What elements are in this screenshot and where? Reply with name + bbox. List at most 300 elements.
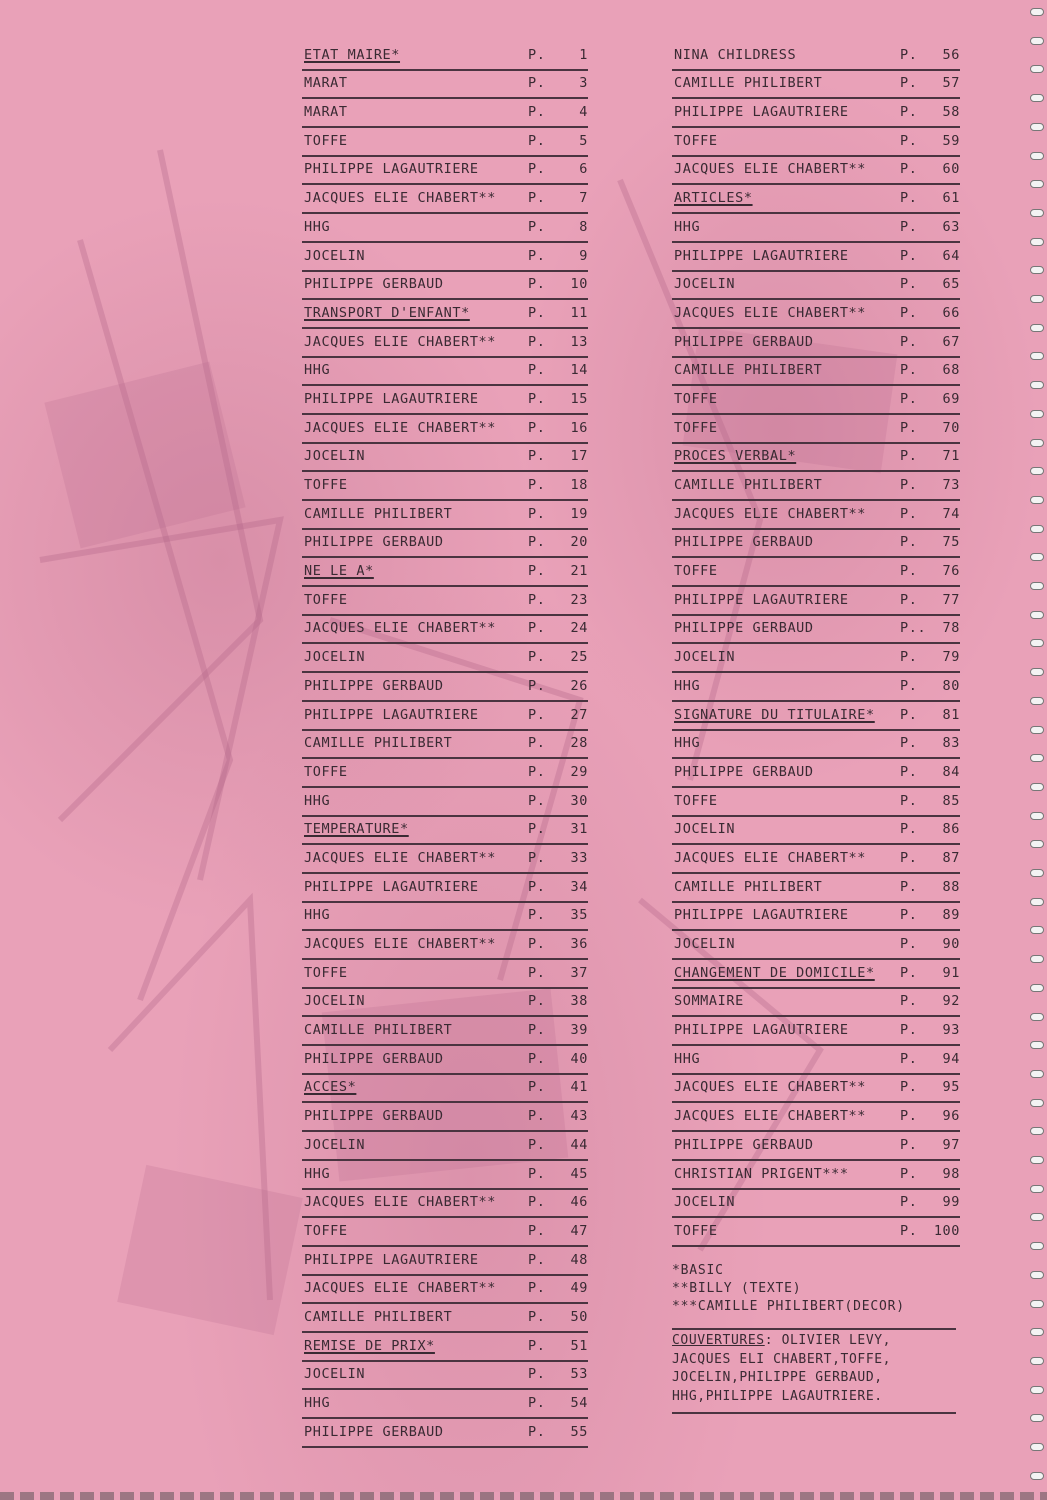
spiral-ring-icon [1030,266,1044,274]
spiral-ring-icon [1030,209,1044,217]
index-row [302,903,588,932]
page-prefix: P. [900,1079,918,1096]
page-number: 68 [942,362,960,379]
page-prefix: P. [900,878,918,895]
page-number: 48 [570,1251,588,1268]
spiral-ring-icon [1030,783,1044,791]
spiral-ring-icon [1030,180,1044,188]
index-row [302,759,588,788]
index-row [302,1190,588,1219]
page-prefix: P. [528,190,546,207]
page-prefix: P. [528,1165,546,1182]
page-prefix: P. [528,333,546,350]
spiral-ring-icon [1030,1328,1044,1336]
index-row [672,530,960,559]
contributor-name: TOFFE [304,132,348,149]
contributor-name: JOCELIN [674,649,736,666]
page-prefix: P. [528,1337,546,1354]
index-row [672,817,960,846]
contributor-name: SOMMAIRE [674,993,744,1010]
index-row [672,272,960,301]
spiral-ring-icon [1030,639,1044,647]
credits-line-4: HHG,PHILIPPE LAGAUTRIERE. [672,1388,883,1404]
index-row [302,71,588,100]
index-column-right [672,42,960,1247]
page-prefix: P. [528,390,546,407]
contributor-name: PHILIPPE GERBAUD [304,1050,444,1067]
index-row [302,1132,588,1161]
page-prefix: P. [528,1423,546,1440]
index-row [672,1075,960,1104]
page-number: 33 [570,849,588,866]
page-number: 77 [942,591,960,608]
page-prefix: P. [900,591,918,608]
index-row [302,329,588,358]
index-row [672,157,960,186]
section-row [302,558,588,587]
page-prefix: P. [900,964,918,981]
spiral-ring-icon [1030,8,1044,16]
index-row [302,731,588,760]
spiral-ring-icon [1030,1242,1044,1250]
page-number: 50 [570,1308,588,1325]
index-row [302,874,588,903]
page-number: 69 [942,390,960,407]
page-number: 92 [942,993,960,1010]
index-row [672,1132,960,1161]
contributor-name: JACQUES ELIE CHABERT** [674,304,867,321]
spiral-ring-icon [1030,898,1044,906]
spiral-ring-icon [1030,496,1044,504]
index-row [672,501,960,530]
page-prefix: P. [900,1108,918,1125]
spiral-ring-icon [1030,1156,1044,1164]
spiral-ring-icon [1030,1041,1044,1049]
contributor-name: PHILIPPE LAGAUTRIERE [304,1251,479,1268]
page-prefix: P. [528,964,546,981]
spiral-ring-icon [1030,1070,1044,1078]
page-prefix: P.. [900,620,927,637]
page-number: 44 [570,1136,588,1153]
contributor-name: JACQUES ELIE CHABERT** [674,1079,867,1096]
page-number: 6 [579,161,588,178]
page-prefix: P. [900,735,918,752]
section-row [302,42,588,71]
page-number: 45 [570,1165,588,1182]
index-row [302,1390,588,1419]
page-number: 63 [942,218,960,235]
index-row [672,329,960,358]
index-row [302,1276,588,1305]
spiral-ring-icon [1030,582,1044,590]
contributor-name: HHG [674,218,701,235]
spiral-ring-icon [1030,1386,1044,1394]
page-number: 94 [942,1050,960,1067]
page-prefix: P. [528,763,546,780]
page-prefix: P. [528,649,546,666]
contributor-name: PHILIPPE GERBAUD [674,333,814,350]
contributor-name: JOCELIN [674,936,736,952]
page-prefix: P. [900,1050,918,1067]
index-row [672,903,960,932]
section-row [672,702,960,731]
contributor-name: HHG [304,1395,331,1411]
index-row [302,243,588,272]
contributor-name: CAMILLE PHILIBERT [674,878,823,895]
page-number: 58 [942,104,960,121]
page-prefix: P. [900,1136,918,1153]
spiral-ring-icon [1030,1357,1044,1365]
section-row [672,185,960,214]
page-number: 61 [942,190,960,207]
page-number: 81 [942,706,960,723]
page-prefix: P. [900,75,918,92]
page-prefix: P. [900,304,918,321]
index-row [672,759,960,788]
index-column-left [302,42,588,1448]
contributor-name: TOFFE [674,1222,718,1239]
section-title: NE LE A* [304,563,374,580]
page-prefix: P. [900,362,918,379]
contributor-name: JACQUES ELIE CHABERT** [304,849,497,866]
page-prefix: P. [528,878,546,895]
page-number: 40 [570,1050,588,1067]
page-prefix: P. [900,448,918,465]
page-prefix: P. [900,1022,918,1039]
section-title: REMISE DE PRIX* [304,1337,435,1354]
page-prefix: P. [528,677,546,694]
index-row [672,99,960,128]
spiral-ring-icon [1030,37,1044,45]
page-prefix: P. [528,620,546,637]
page-prefix: P. [900,419,918,436]
page-number: 91 [942,964,960,981]
contributor-name: PHILIPPE LAGAUTRIERE [304,161,479,178]
page-number: 27 [570,706,588,723]
index-row [302,1419,588,1448]
page-number: 30 [570,792,588,809]
index-row [302,415,588,444]
page-prefix: P. [900,1194,918,1211]
spiral-ring-icon [1030,1472,1044,1480]
page-number: 89 [942,907,960,924]
spiral-ring-icon [1030,812,1044,820]
page-number: 73 [942,477,960,493]
contributor-name: CAMILLE PHILIBERT [304,1308,453,1325]
credits-line-1: OLIVIER LEVY, [781,1333,892,1348]
index-row [302,1017,588,1046]
index-row [672,243,960,272]
page-prefix: P. [528,104,546,121]
page-prefix: P. [528,505,546,522]
index-row [672,874,960,903]
index-row [672,415,960,444]
page-number: 84 [942,763,960,780]
page-number: 88 [942,878,960,895]
index-row [302,501,588,530]
page-number: 51 [570,1337,588,1354]
contributor-name: JOCELIN [674,276,736,293]
contributor-name: TOFFE [674,563,718,580]
page-prefix: P. [528,477,546,493]
page-prefix: P. [528,1194,546,1211]
page-number: 43 [570,1108,588,1125]
page-prefix: P. [900,132,918,149]
index-row [302,702,588,731]
page-number: 67 [942,333,960,350]
contributor-name: JOCELIN [304,1366,366,1383]
contributor-name: CHRISTIAN PRIGENT*** [674,1165,849,1182]
index-row [302,1046,588,1075]
page-number: 96 [942,1108,960,1125]
contributor-name: PHILIPPE GERBAUD [674,620,814,637]
page-number: 14 [570,362,588,379]
section-row [302,817,588,846]
page-prefix: P. [528,534,546,551]
page-number: 60 [942,161,960,178]
page-number: 35 [570,907,588,924]
page-prefix: P. [900,161,918,178]
spiral-ring-icon [1030,553,1044,561]
spiral-ring-icon [1030,410,1044,418]
contributor-name: TOFFE [304,763,348,780]
spiral-ring-icon [1030,754,1044,762]
spiral-ring-icon [1030,324,1044,332]
credits-label: COUVERTURES [672,1333,765,1348]
index-row [672,1017,960,1046]
page-number: 13 [570,333,588,350]
page-number: 71 [942,448,960,465]
contributor-name: TOFFE [304,591,348,608]
contributor-name: PHILIPPE LAGAUTRIERE [304,390,479,407]
page-prefix: P. [900,390,918,407]
page-prefix: P. [528,1280,546,1297]
page-prefix: P. [900,849,918,866]
section-title: SIGNATURE DU TITULAIRE* [674,706,875,723]
index-row [672,1190,960,1219]
page-number: 23 [570,591,588,608]
spiral-ring-icon [1030,611,1044,619]
page-prefix: P. [900,46,918,63]
index-row [672,673,960,702]
page-prefix: P. [900,276,918,293]
index-row [672,845,960,874]
contributor-name: HHG [304,792,331,809]
page-prefix: P. [528,1308,546,1325]
index-row [672,71,960,100]
page-prefix: P. [900,477,918,493]
index-row [302,1218,588,1247]
page-number: 64 [942,247,960,264]
contributor-name: JACQUES ELIE CHABERT** [674,505,867,522]
contributor-name: PHILIPPE GERBAUD [674,534,814,551]
page-prefix: P. [528,792,546,809]
page-prefix: P. [900,907,918,924]
index-row [302,1247,588,1276]
spiral-ring-icon [1030,1213,1044,1221]
page-prefix: P. [528,1108,546,1125]
page-number: 5 [579,132,588,149]
page-number: 47 [570,1222,588,1239]
page-number: 79 [942,649,960,666]
page-number: 99 [942,1194,960,1211]
page-number: 9 [579,247,588,264]
index-row [302,128,588,157]
spiral-ring-icon [1030,697,1044,705]
index-row [302,185,588,214]
index-row [302,989,588,1018]
page-prefix: P. [900,247,918,264]
section-row [672,960,960,989]
index-row [672,616,960,645]
page-number: 100 [933,1222,960,1239]
index-row [672,788,960,817]
index-row [672,214,960,243]
page-prefix: P. [528,247,546,264]
index-row [672,558,960,587]
page-number: 31 [570,821,588,838]
contributor-name: JOCELIN [304,993,366,1010]
contributor-name: JACQUES ELIE CHABERT** [304,333,497,350]
index-row [302,1304,588,1333]
contributor-name: JOCELIN [304,448,366,465]
page-number: 76 [942,563,960,580]
index-row [302,1103,588,1132]
page-prefix: P. [528,276,546,293]
spiral-ring-icon [1030,1271,1044,1279]
contributor-name: PHILIPPE GERBAUD [304,1423,444,1440]
contributor-name: JOCELIN [304,247,366,264]
page-number: 1 [579,46,588,63]
spiral-binding [1028,0,1047,1500]
page-prefix: P. [528,304,546,321]
page-prefix: P. [900,792,918,809]
spiral-ring-icon [1030,1443,1044,1451]
section-title: PROCES VERBAL* [674,448,797,465]
page-number: 49 [570,1280,588,1297]
page-number: 56 [942,46,960,63]
index-row [672,358,960,387]
page-number: 34 [570,878,588,895]
page-number: 54 [570,1395,588,1411]
index-row [302,157,588,186]
page-prefix: P. [528,563,546,580]
section-row [672,444,960,473]
section-title: ETAT MAIRE* [304,46,401,63]
page-number: 93 [942,1022,960,1039]
page-prefix: P. [900,763,918,780]
contributor-name: JACQUES ELIE CHABERT** [674,849,867,866]
spiral-ring-icon [1030,439,1044,447]
spiral-ring-icon [1030,525,1044,533]
spiral-ring-icon [1030,1414,1044,1422]
page-prefix: P. [900,649,918,666]
contributor-name: PHILIPPE LAGAUTRIERE [674,247,849,264]
page-prefix: P. [528,132,546,149]
page-prefix: P. [900,993,918,1010]
page-number: 25 [570,649,588,666]
page-number: 29 [570,763,588,780]
index-row [302,472,588,501]
section-title: TRANSPORT D'ENFANT* [304,304,470,321]
contributor-name: HHG [304,218,331,235]
contributor-name: CAMILLE PHILIBERT [304,735,453,752]
index-row [672,386,960,415]
page-prefix: P. [900,1222,918,1239]
page-prefix: P. [900,706,918,723]
contributor-name: PHILIPPE GERBAUD [304,276,444,293]
spiral-ring-icon [1030,238,1044,246]
spiral-ring-icon [1030,668,1044,676]
page-prefix: P. [528,1395,546,1411]
index-row [672,42,960,71]
page-number: 38 [570,993,588,1010]
contributor-name: HHG [304,362,331,379]
spiral-ring-icon [1030,381,1044,389]
footnote-decor: ***CAMILLE PHILIBERT(DECOR) [672,1299,905,1314]
page-number: 65 [942,276,960,293]
contributor-name: MARAT [304,104,348,121]
page-prefix: P. [900,677,918,694]
contributor-name: TOFFE [304,477,348,493]
index-row [672,644,960,673]
page-prefix: P. [528,1022,546,1039]
contributor-name: TOFFE [674,792,718,809]
credits-separator: : [764,1333,782,1348]
page-number: 15 [570,390,588,407]
page-number: 85 [942,792,960,809]
index-row [302,530,588,559]
index-row [672,1161,960,1190]
contributor-name: HHG [674,677,701,694]
spiral-ring-icon [1030,123,1044,131]
spiral-ring-icon [1030,152,1044,160]
page-number: 16 [570,419,588,436]
page-prefix: P. [528,419,546,436]
page-number: 20 [570,534,588,551]
page-prefix: P. [528,821,546,838]
contributor-name: PHILIPPE GERBAUD [304,677,444,694]
page-prefix: P. [900,1165,918,1182]
index-row [302,616,588,645]
page-prefix: P. [900,190,918,207]
spiral-ring-icon [1030,1127,1044,1135]
page-number: 26 [570,677,588,694]
page-number: 78 [942,620,960,637]
footnote-basic: *BASIC [672,1263,724,1278]
page-number: 19 [570,505,588,522]
page-number: 17 [570,448,588,465]
page-bottom-edge [0,1492,1047,1500]
page-number: 74 [942,505,960,522]
page-number: 59 [942,132,960,149]
index-row [672,1218,960,1247]
index-row [302,960,588,989]
page-prefix: P. [528,849,546,866]
page-number: 7 [579,190,588,207]
contributor-name: TOFFE [304,964,348,981]
contributor-name: PHILIPPE LAGAUTRIERE [304,878,479,895]
index-row [302,386,588,415]
section-title: ACCES* [304,1079,357,1096]
contributor-name: NINA CHILDRESS [674,46,797,63]
contributor-name: JACQUES ELIE CHABERT** [674,1108,867,1125]
page-number: 4 [579,104,588,121]
footnotes [672,1262,960,1316]
page-number: 18 [570,477,588,493]
index-row [672,931,960,960]
section-title: TEMPERATURE* [304,821,409,838]
